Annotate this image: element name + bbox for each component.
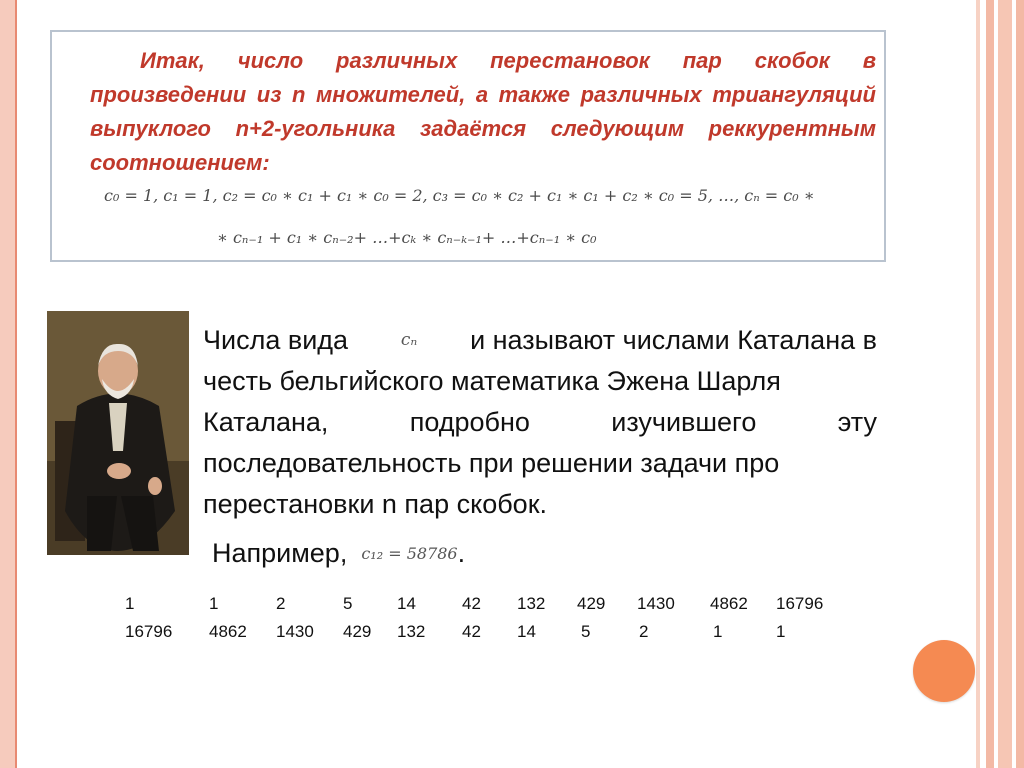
paragraph-line-4-text: последовательность при решении задачи про xyxy=(203,448,780,478)
number-cell: 1 xyxy=(209,594,219,613)
right-decor-stripes xyxy=(976,0,1024,768)
number-cell: 42 xyxy=(462,594,481,613)
number-cell: 16796 xyxy=(125,622,173,641)
paragraph-line-1-end: и называют числами Каталана в xyxy=(470,325,877,355)
number-cell: 42 xyxy=(462,622,481,641)
number-cell: 132 xyxy=(397,622,426,641)
example-period: . xyxy=(457,538,466,568)
paragraph-word: Каталана, xyxy=(203,407,329,437)
cn-symbol: cₙ xyxy=(400,330,418,350)
number-cell: 1 xyxy=(125,594,135,613)
left-decor-line xyxy=(15,0,17,768)
number-cell: 429 xyxy=(343,622,372,641)
recurrence-formula-line-2: ∗ cₙ₋₁ + c₁ ∗ cₙ₋₂+ …+cₖ ∗ cₙ₋ₖ₋₁+ …+cₙ₋₁ ∗ c₀ xyxy=(217,228,597,247)
number-cell: 1 xyxy=(713,622,723,641)
paragraph-line-5-text: перестановки n пар скобок. xyxy=(203,489,548,519)
number-cell: 2 xyxy=(639,622,649,641)
catalan-paragraph xyxy=(203,320,877,525)
paragraph-line-1 xyxy=(203,320,877,361)
example-formula: c₁₂ = 58786 xyxy=(361,544,458,563)
number-cell: 1430 xyxy=(276,622,314,641)
paragraph-word: изучившего xyxy=(611,407,757,437)
number-cell: 4862 xyxy=(710,594,748,613)
paragraph-line-1-start: Числа вида xyxy=(203,325,349,355)
left-decor-stripe xyxy=(0,0,15,768)
number-cell: 5 xyxy=(343,594,353,613)
number-cell: 1430 xyxy=(637,594,675,613)
example-line xyxy=(212,538,465,569)
paragraph-word: эту xyxy=(837,407,877,437)
number-cell: 14 xyxy=(397,594,416,613)
example-label: Например, xyxy=(212,538,348,568)
number-cell: 5 xyxy=(581,622,591,641)
paragraph-line-3 xyxy=(203,402,877,443)
catalan-portrait xyxy=(47,311,189,555)
recurrence-formula-line-1: c₀ = 1, c₁ = 1, c₂ = c₀ ∗ c₁ + c₁ ∗ c₀ = 2, c₃ = c₀ ∗ c₂ + c₁ ∗ c₁ + c₂ ∗ c₀ = 5, …, cₙ = c₀ ∗ xyxy=(104,186,815,205)
number-cell: 1 xyxy=(776,622,786,641)
number-cell: 2 xyxy=(276,594,286,613)
number-cell: 429 xyxy=(577,594,606,613)
number-cell: 16796 xyxy=(776,594,824,613)
recurrence-box xyxy=(50,30,886,262)
paragraph-word: подробно xyxy=(409,407,530,437)
paragraph-line-5 xyxy=(203,484,877,525)
number-cell: 4862 xyxy=(209,622,247,641)
number-cell: 132 xyxy=(517,594,546,613)
paragraph-line-2 xyxy=(203,361,877,402)
recurrence-description: Итак, число различных перестановок пар скобок в произведении из n множителей, а также различных триангуляций выпуклого n+2-угольника задаётся следующим реккурентным соотношением: xyxy=(90,48,876,175)
orange-circle-decor xyxy=(913,640,975,702)
number-cell: 14 xyxy=(517,622,536,641)
paragraph-line-2-text: честь бельгийского математика Эжена Шарля xyxy=(203,366,781,396)
paragraph-line-4 xyxy=(203,443,877,484)
